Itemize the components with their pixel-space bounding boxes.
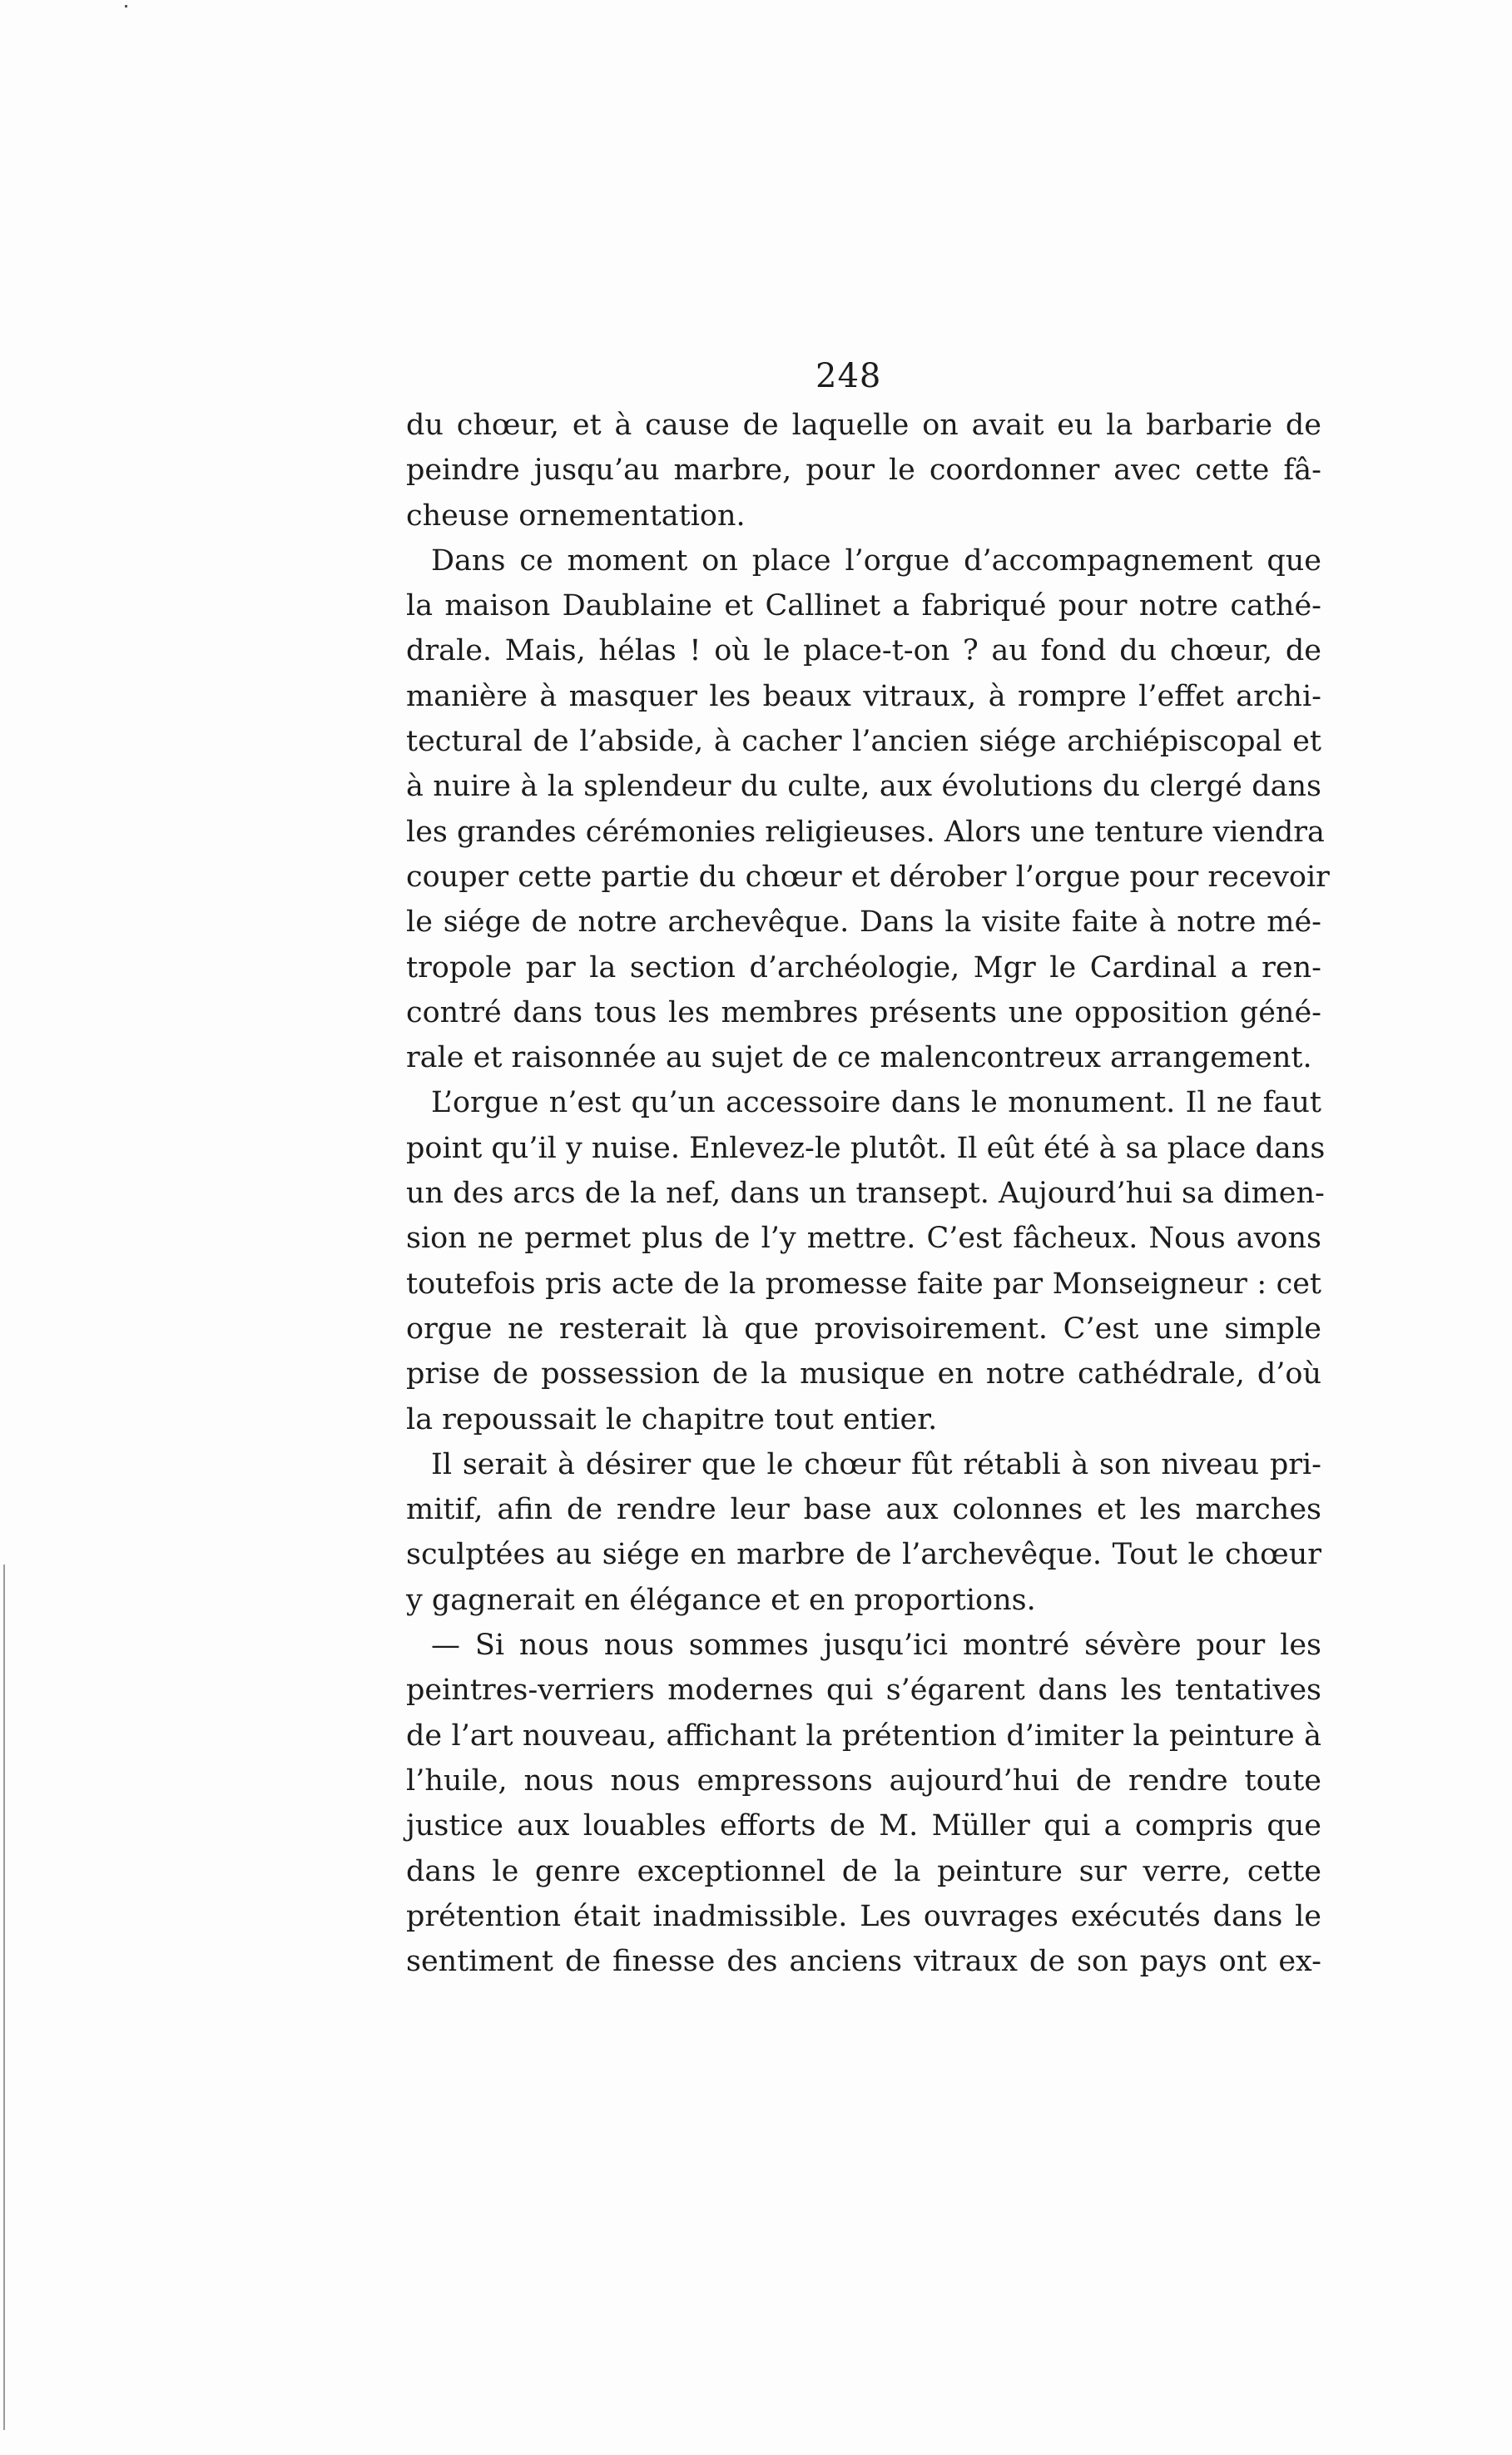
text-line: contré dans tous les membres présents une opposition géné- [406, 995, 1321, 1029]
text-line: la maison Daublaine et Callinet a fabriqué pour notre cathé- [406, 589, 1321, 623]
text-line: le siége de notre archevêque. Dans la visite faite à notre mé- [406, 905, 1321, 940]
text-line: tropole par la section d’archéologie, Mgr le Cardinal a ren- [406, 950, 1321, 984]
text-line: Il serait à désirer que le chœur fût rétabli à son niveau pri- [431, 1447, 1321, 1481]
text-line: point qu’il y nuise. Enlevez-le plutôt. Il eût été à sa place dans [406, 1131, 1326, 1165]
text-line: à nuire à la splendeur du culte, aux évolutions du clergé dans [406, 770, 1321, 804]
body-text [406, 403, 1330, 1984]
text-line: de l’art nouveau, affichant la prétention d’imiter la peinture à [406, 1718, 1321, 1753]
text-line: justice aux louables efforts de M. Müller qui a compris que [406, 1809, 1321, 1843]
text-line: peintres-verriers modernes qui s’égarent dans les tentatives [406, 1674, 1321, 1708]
scan-artifact-left-edge [3, 1565, 5, 2430]
text-line: mitif, afin de rendre leur base aux colonnes et les marches [406, 1493, 1321, 1527]
text-line: la repoussait le chapitre tout entier. [406, 1402, 938, 1436]
text-line: drale. Mais, hélas ! où le place-t-on ? au fond du chœur, de [406, 634, 1321, 668]
text-line: dans le genre exceptionnel de la peinture sur verre, cette [406, 1854, 1321, 1888]
text-line: Dans ce moment on place l’orgue d’accompagnement que [431, 543, 1321, 578]
text-line: L’orgue n’est qu’un accessoire dans le monument. Il ne faut [431, 1086, 1321, 1120]
text-line: couper cette partie du chœur et dérober l’orgue pour recevoir [406, 860, 1330, 894]
scan-artifact-top [125, 5, 127, 7]
text-line: prise de possession de la musique en notre cathédrale, d’où [406, 1357, 1321, 1391]
text-line: tectural de l’abside, à cacher l’ancien siége archiépiscopal et [406, 725, 1321, 759]
text-line: sentiment de finesse des anciens vitraux de son pays ont ex- [406, 1945, 1321, 1979]
text-line: peindre jusqu’au marbre, pour le coordonner avec cette fâ- [406, 454, 1321, 488]
text-line: prétention était inadmissible. Les ouvrages exécutés dans le [406, 1899, 1321, 1933]
text-line: un des arcs de la nef, dans un transept. Aujourd’hui sa dimen- [406, 1177, 1325, 1211]
text-line: cheuse ornementation. [406, 498, 746, 533]
text-line: orgue ne resterait là que provisoirement. C’est une simple [406, 1312, 1321, 1346]
text-line: du chœur, et à cause de laquelle on avait eu la barbarie de [406, 409, 1321, 442]
text-line: y gagnerait en élégance et en proportions. [406, 1583, 1036, 1617]
text-line: sion ne permet plus de l’y mettre. C’est fâcheux. Nous avons [406, 1222, 1321, 1256]
page-number: 248 [815, 357, 882, 395]
text-line: sculptées au siége en marbre de l’archevêque. Tout le chœur [406, 1538, 1321, 1572]
text-line: toutefois pris acte de la promesse faite par Monseigneur : cet [406, 1267, 1321, 1301]
text-line: l’huile, nous nous empressons aujourd’hui de rendre toute [406, 1763, 1321, 1798]
text-line: les grandes cérémonies religieuses. Alors une tenture viendra [406, 815, 1325, 849]
text-line: manière à masquer les beaux vitraux, à rompre l’effet archi- [406, 679, 1321, 713]
text-line: rale et raisonnée au sujet de ce malencontreux arrangement. [406, 1041, 1312, 1075]
text-line: — Si nous nous sommes jusqu’ici montré sévère pour les [431, 1629, 1321, 1663]
